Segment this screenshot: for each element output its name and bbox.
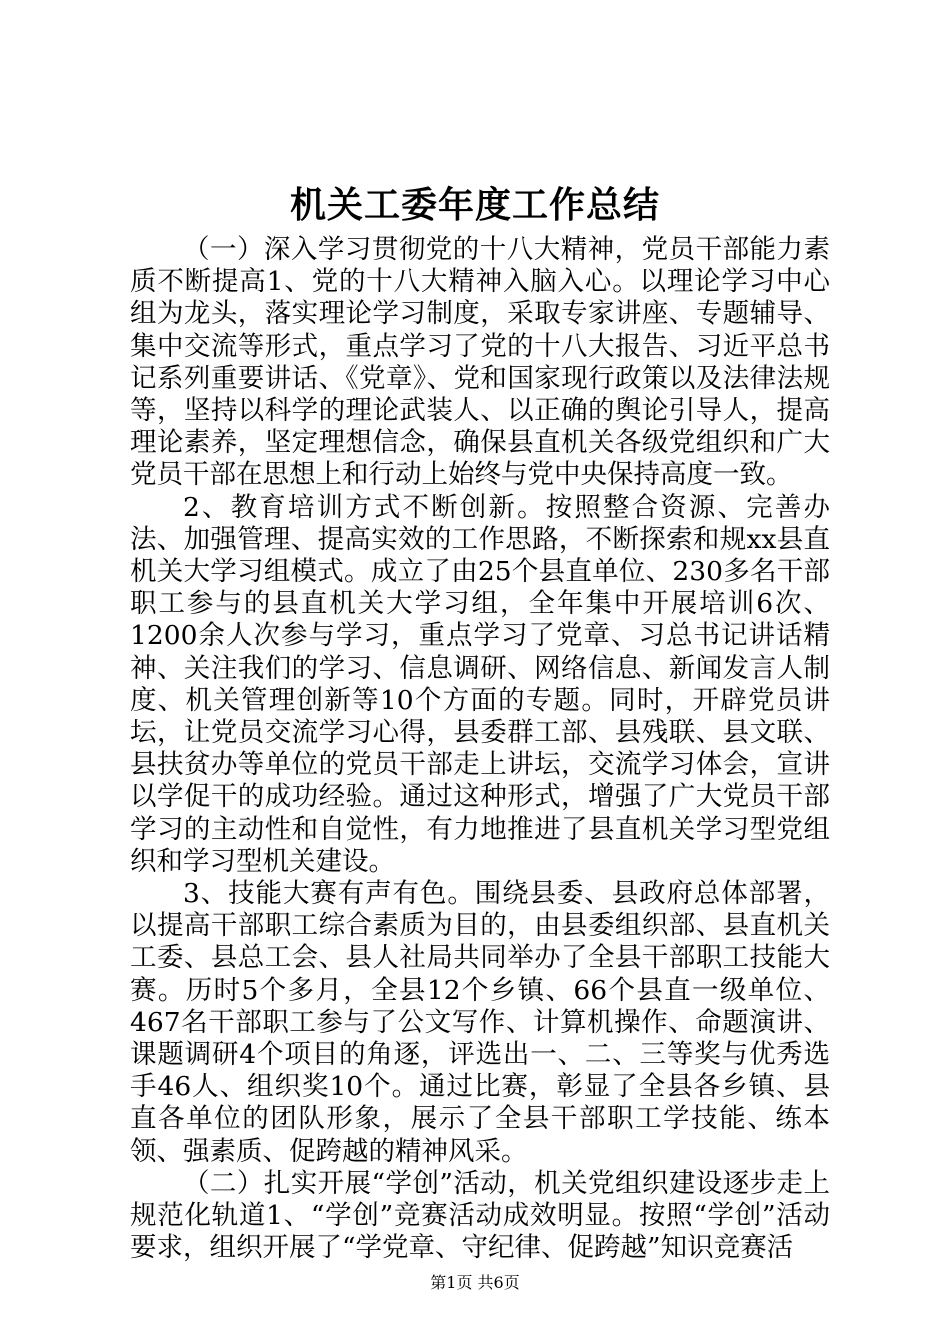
paragraph-3: 3、技能大赛有声有色。围绕县委、县政府总体部署，以提高干部职工综合素质为目的，由县委组织部、县直机关工委、县总工会、县人社局共同举办了全县干部职工技能大赛。历时5个多月，全县12个乡镇、66个县直一级单位、467名干部职工参与了公文写作、计算机操作、命题演讲、课题调研4个项目的角逐，评选出一、二、三等奖与优秀选手46人、组织奖10个。通过比赛，彰显了全县各乡镇、县直各单位的团队形象，展示了全县干部职工学技能、练本领、强素质、促跨越的精神风采。 — [130, 878, 830, 1167]
paragraph-1: （一）深入学习贯彻党的十八大精神，党员干部能力素质不断提高1、党的十八大精神入脑入心。以理论学习中心组为龙头，落实理论学习制度，采取专家讲座、专题辅导、集中交流等形式，重点学习了党的十八大报告、习近平总书记系列重要讲话、《党章》、党和国家现行政策以及法律法规等，坚持以科学的理论武装人、以正确的舆论引导人，提高理论素养，坚定理想信念，确保县直机关各级党组织和广大党员干部在思想上和行动上始终与党中央保持高度一致。 — [130, 234, 830, 491]
document-title: 机关工委年度工作总结 — [289, 184, 660, 226]
paragraph-4: （二）扎实开展“学创”活动，机关党组织建设逐步走上规范化轨道1、“学创”竞赛活动成效明显。按照“学创”活动要求，组织开展了“学党章、守纪律、促跨越”知识竞赛活 — [130, 1167, 830, 1264]
document-body — [130, 234, 830, 1265]
paragraph-2: 2、教育培训方式不断创新。按照整合资源、完善办法、加强管理、提高实效的工作思路，不断探索和规xx县直机关大学习组模式。成立了由25个县直单位、230多名干部职工参与的县直机关大学习组，全年集中开展培训6次、1200余人次参与学习，重点学习了党章、习总书记讲话精神、关注我们的学习、信息调研、网络信息、新闻发言人制度、机关管理创新等10个方面的专题。同时，开辟党员讲坛，让党员交流学习心得，县委群工部、县残联、县文联、县扶贫办等单位的党员干部走上讲坛，交流学习体会，宣讲以学促干的成功经验。通过这种形式，增强了广大党员干部学习的主动性和自觉性，有力地推进了县直机关学习型党组织和学习型机关建设。 — [130, 491, 830, 877]
page-number-footer: 第1页 共6页 — [430, 1273, 520, 1292]
